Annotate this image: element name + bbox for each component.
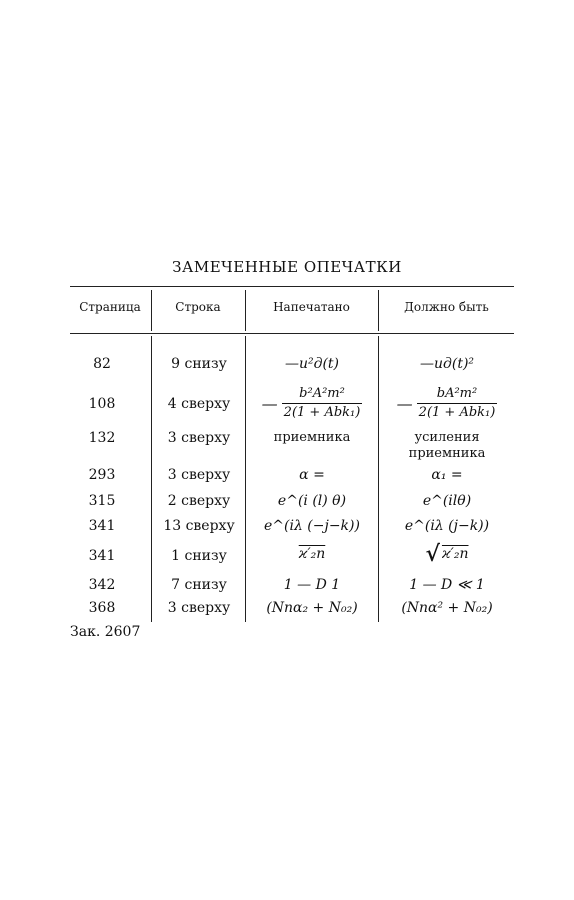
table-row [70,493,514,517]
cell-correct: α₁ = [431,467,463,483]
fraction-bar [282,403,363,404]
cell-printed: приемника [273,430,351,445]
fraction-numerator: bA²m² [436,386,478,401]
table-row [70,577,514,601]
cell-line: 3 сверху [167,467,231,483]
cell-line: 9 снизу [171,356,227,372]
cell-correct: (Nпα² + N₀₂) [401,600,493,616]
fraction-denominator: 2(1 + Abk₁) [283,405,361,420]
cell-printed: ϰ′₂п [298,546,326,562]
square-root-icon: √ [425,541,440,567]
table-row [70,467,514,491]
cell-line: 4 сверху [167,396,231,412]
cell-printed: 1 — D 1 [283,577,341,593]
cell-line: 13 сверху [163,518,235,534]
cell-printed: e^(i (l) θ) [277,493,347,509]
header-printed: Напечатано [273,300,350,314]
header-correct: Должно быть [404,300,489,314]
cell-page: 132 [88,430,116,446]
cell-correct: 1 — D ≪ 1 [409,577,485,593]
cell-line: 3 сверху [167,430,231,446]
cell-page: 82 [93,356,111,372]
cell-page: 368 [88,600,116,616]
cell-printed: e^(iλ (−j−k)) [264,518,360,534]
fraction-denominator: 2(1 + Abk₁) [418,405,496,420]
table-top-rule [70,286,514,287]
cell-line: 3 сверху [167,600,231,616]
cell-correct: —uд(t)² [419,356,475,372]
cell-line: 1 снизу [171,548,227,564]
cell-line: 2 сверху [167,493,231,509]
table-row [70,541,514,574]
cell-page: 341 [88,548,116,564]
order-number: Зак. 2607 [70,624,141,640]
minus-sign: — [396,393,413,413]
table-row [70,386,514,422]
fraction-numerator: b²A²m² [299,386,345,401]
cell-page: 108 [88,396,116,412]
cell-correct [380,386,514,421]
page-title: ЗАМЕЧЕННЫЕ ОПЕЧАТКИ [172,258,402,276]
cell-correct: e^(ilθ) [422,493,472,509]
table-row [70,430,514,464]
minus-sign: — [261,393,278,413]
fraction [417,386,498,421]
table-header-rule [70,333,514,334]
cell-correct [380,541,514,567]
header-line: Строка [175,300,221,314]
radicand: ϰ′₂п [441,546,469,562]
cell-page: 342 [88,577,116,593]
cell-printed [246,386,378,421]
cell-page: 293 [88,467,116,483]
cell-printed: α = [299,467,325,483]
cell-page: 341 [88,518,116,534]
fraction-bar [417,403,498,404]
table-row [70,600,514,624]
cell-printed: —u²д(t) [284,356,340,372]
table-row [70,356,514,380]
cell-correct: усиления приемника [408,430,486,461]
cell-page: 315 [88,493,116,509]
fraction [282,386,363,421]
cell-line: 7 снизу [171,577,227,593]
header-page: Страница [79,300,141,314]
cell-printed: (Nпα₂ + N₀₂) [266,600,358,616]
cell-correct: e^(iλ (j−k)) [404,518,490,534]
table-row [70,518,514,542]
